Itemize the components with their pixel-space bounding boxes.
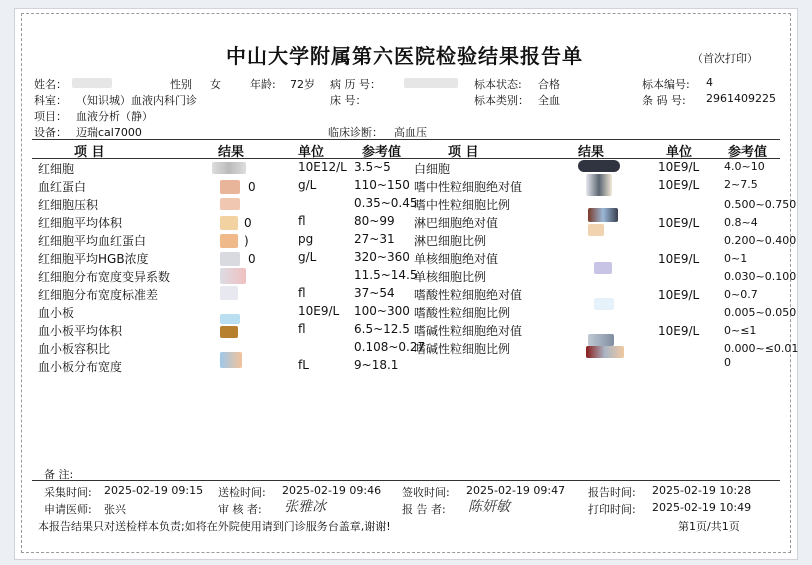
left-row-ref: 0.35~0.45 <box>354 196 418 210</box>
specimen-type-label: 标本类别： <box>474 94 529 107</box>
col-ref-left: 参考值 <box>362 145 402 160</box>
footer-divider <box>32 480 780 481</box>
right-row-unit: 10E9/L <box>658 178 700 192</box>
left-row-unit: g/L <box>298 178 317 192</box>
redacted-name <box>72 78 112 88</box>
redacted-result <box>220 326 238 338</box>
redacted-result <box>588 224 604 236</box>
redacted-result <box>212 162 246 174</box>
left-row-ref: 27~31 <box>354 232 395 246</box>
left-row-ref: 80~99 <box>354 214 395 228</box>
specimen-no-label: 标本编号: <box>642 78 690 91</box>
left-row-name: 血红蛋白 <box>38 180 87 194</box>
left-row-unit: g/L <box>298 250 317 264</box>
item-label: 项目： <box>34 110 67 123</box>
right-row-name: 嗜酸性粒细胞绝对值 <box>414 288 523 302</box>
redacted-record <box>404 78 458 88</box>
left-row-name: 红细胞平均血红蛋白 <box>38 234 147 248</box>
report-page <box>14 8 798 560</box>
report-sheet <box>21 13 799 553</box>
print-mark: （首次打印） <box>692 52 758 65</box>
redacted-result <box>220 198 240 210</box>
right-row-ref: 0.500~0.750 <box>724 198 797 211</box>
left-row-name: 血小板分布宽度 <box>38 360 123 374</box>
right-row-ref: 0~≤1 <box>724 324 757 337</box>
redacted-result <box>220 314 240 324</box>
specimen-no-value: 4 <box>706 76 713 89</box>
left-row-ref: 11.5~14.5 <box>354 268 418 282</box>
report-time: 2025-02-19 10:28 <box>652 484 752 497</box>
report-time-label: 报告时间: <box>588 486 636 499</box>
specimen-status-label: 标本状态: <box>474 78 522 91</box>
reviewer-label: 审 核 者: <box>218 503 262 516</box>
left-row-name: 红细胞分布宽度变异系数 <box>38 270 171 284</box>
left-row-ref: 37~54 <box>354 286 395 300</box>
send-time: 2025-02-19 09:46 <box>282 484 382 497</box>
left-row-ref: 100~300 <box>354 304 410 318</box>
right-row-name: 淋巴细胞比例 <box>414 234 487 248</box>
redacted-result <box>220 268 246 284</box>
left-row-unit: fl <box>298 322 306 336</box>
col-result-left: 结果 <box>218 145 245 160</box>
redacted-result <box>220 216 238 230</box>
redacted-result <box>594 298 614 310</box>
header-divider <box>32 139 780 140</box>
bed-label: 床 号： <box>330 94 367 107</box>
col-result-right: 结果 <box>578 145 605 160</box>
disclaimer: 本报告结果只对送检样本负责;如将在外院使用请到门诊服务台盖章,谢谢! <box>38 520 391 533</box>
device-label: 设备： <box>34 126 67 139</box>
right-row-ref: 0.030~0.100 <box>724 270 797 283</box>
redacted-result <box>220 180 240 194</box>
dept-label: 科室： <box>34 94 67 107</box>
print-time: 2025-02-19 10:49 <box>652 501 752 514</box>
print-time-label: 打印时间: <box>588 503 636 516</box>
left-row-ref: 320~360 <box>354 250 410 264</box>
left-row-name: 红细胞平均体积 <box>38 216 123 230</box>
dept-value: （知识城）血液内科门诊 <box>76 94 197 107</box>
doctor-value: 张兴 <box>104 503 126 516</box>
left-row-unit: pg <box>298 232 314 246</box>
left-row-unit: 10E9/L <box>298 304 340 318</box>
left-row-unit: fl <box>298 286 306 300</box>
redacted-result <box>588 208 618 222</box>
record-label: 病 历 号： <box>330 78 381 91</box>
right-row-ref: 4.0~10 <box>724 160 765 173</box>
redacted-result <box>220 352 242 368</box>
specimen-status-value: 合格 <box>538 78 560 91</box>
left-row-name: 血小板 <box>38 306 75 320</box>
gender-value: 女 <box>210 78 221 91</box>
right-row-ref: 0 <box>724 356 731 369</box>
partial-result: ) <box>244 234 249 248</box>
left-row-name: 红细胞 <box>38 162 75 176</box>
device-value: 迈瑞cal7000 <box>76 126 142 139</box>
right-row-name: 嗜碱性粒细胞比例 <box>414 342 511 356</box>
left-row-name: 血小板平均体积 <box>38 324 123 338</box>
partial-result: 0 <box>244 216 252 230</box>
collect-time: 2025-02-19 09:15 <box>104 484 204 497</box>
reporter-signature: 陈妍敏 <box>468 499 510 515</box>
col-item-left: 项 目 <box>74 145 105 160</box>
col-ref-right: 参考值 <box>728 145 768 160</box>
item-value: 血液分析（静） <box>76 110 153 123</box>
right-row-unit: 10E9/L <box>658 252 700 266</box>
right-row-ref: 0.000~≤0.01 <box>724 342 799 355</box>
right-row-unit: 10E9/L <box>658 160 700 174</box>
collect-label: 采集时间: <box>44 486 92 499</box>
remark-label: 备 注: <box>44 468 74 481</box>
right-row-ref: 0~0.7 <box>724 288 758 301</box>
right-row-name: 嗜中性粒细胞绝对值 <box>414 180 523 194</box>
redacted-result <box>594 262 612 274</box>
right-row-ref: 0.200~0.400 <box>724 234 797 247</box>
page-number: 第1页/共1页 <box>678 520 740 533</box>
left-row-ref: 0.108~0.27 <box>354 340 426 354</box>
receive-time: 2025-02-19 09:47 <box>466 484 566 497</box>
redacted-result <box>220 286 238 300</box>
redacted-result <box>578 160 620 172</box>
specimen-type-value: 全血 <box>538 94 560 107</box>
gender-label: 性别 <box>170 78 192 91</box>
partial-result: 0 <box>248 252 256 266</box>
right-row-name: 嗜中性粒细胞比例 <box>414 198 511 212</box>
left-row-ref: 3.5~5 <box>354 160 391 174</box>
right-row-unit: 10E9/L <box>658 216 700 230</box>
left-row-name: 红细胞分布宽度标准差 <box>38 288 159 302</box>
col-unit-right: 单位 <box>666 145 693 160</box>
barcode-value: 2961409225 <box>706 92 776 105</box>
report-title: 中山大学附属第六医院检验结果报告单 <box>226 44 583 68</box>
receive-label: 签收时间: <box>402 486 450 499</box>
right-row-name: 单核细胞绝对值 <box>414 252 499 266</box>
redacted-result <box>220 252 240 266</box>
left-row-name: 红细胞平均HGB浓度 <box>38 252 149 266</box>
diagnosis-label: 临床诊断： <box>328 126 383 139</box>
right-row-unit: 10E9/L <box>658 288 700 302</box>
doctor-label: 申请医师: <box>44 503 92 516</box>
reviewer-signature: 张雅冰 <box>284 499 326 515</box>
right-row-ref: 2~7.5 <box>724 178 758 191</box>
column-divider <box>32 158 780 159</box>
col-item-right: 项 目 <box>448 145 479 160</box>
diagnosis-value: 高血压 <box>394 126 427 139</box>
right-row-name: 白细胞 <box>414 162 451 176</box>
barcode-label: 条 码 号: <box>642 94 686 107</box>
left-row-name: 血小板容积比 <box>38 342 111 356</box>
reporter-label: 报 告 者: <box>402 503 446 516</box>
left-row-unit: fl <box>298 214 306 228</box>
right-row-name: 单核细胞比例 <box>414 270 487 284</box>
left-row-name: 红细胞压积 <box>38 198 99 212</box>
right-row-name: 淋巴细胞绝对值 <box>414 216 499 230</box>
left-row-unit: 10E12/L <box>298 160 347 174</box>
partial-result: 0 <box>248 180 256 194</box>
right-row-ref: 0~1 <box>724 252 748 265</box>
left-row-ref: 110~150 <box>354 178 410 192</box>
redacted-result <box>220 234 238 248</box>
age-label: 年龄: <box>250 78 276 91</box>
redacted-result <box>586 174 612 196</box>
left-row-unit: fL <box>298 358 309 372</box>
redacted-result <box>588 334 614 346</box>
redacted-result <box>586 346 624 358</box>
left-row-ref: 9~18.1 <box>354 358 399 372</box>
right-row-ref: 0.8~4 <box>724 216 758 229</box>
right-row-name: 嗜酸性粒细胞比例 <box>414 306 511 320</box>
name-label: 姓名： <box>34 78 67 91</box>
left-row-ref: 6.5~12.5 <box>354 322 410 336</box>
right-row-name: 嗜碱性粒细胞绝对值 <box>414 324 523 338</box>
col-unit-left: 单位 <box>298 145 325 160</box>
right-row-ref: 0.005~0.050 <box>724 306 797 319</box>
send-label: 送检时间: <box>218 486 266 499</box>
right-row-unit: 10E9/L <box>658 324 700 338</box>
age-value: 72岁 <box>290 78 315 91</box>
